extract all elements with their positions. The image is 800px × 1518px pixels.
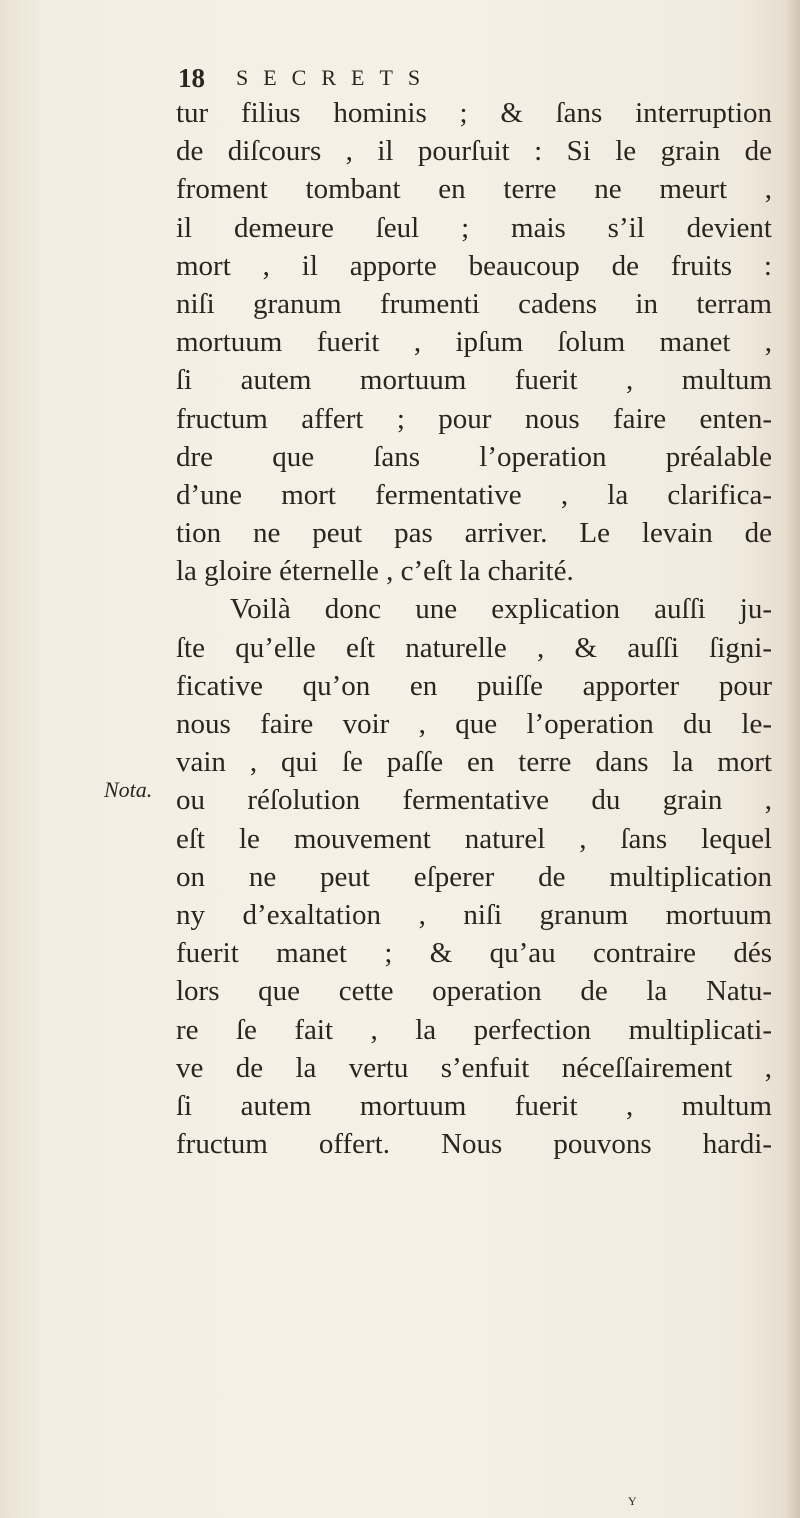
text-line: de diſcours , il pourſuit : Si le grain de [176, 135, 772, 168]
text-line: froment tombant en terre ne meurt , [176, 173, 772, 206]
page-header [178, 58, 598, 98]
text-line: d’une mort fermentative , la clarifica- [176, 478, 772, 511]
text-line: ſte qu’elle eſt naturelle , & auſſi ſigni- [176, 631, 772, 664]
text-line: on ne peut eſperer de multiplication [176, 860, 772, 893]
running-head: SECRETS [236, 65, 436, 90]
text-line: il demeure ſeul ; mais s’il devient [176, 211, 772, 244]
catchword: Y [628, 1494, 637, 1508]
text-line: ou réſolution fermentative du grain , [176, 784, 772, 817]
text-line: ſi autem mortuum fuerit , multum [176, 1089, 772, 1122]
text-line: fructum offert. Nous pouvons hardi- [176, 1128, 772, 1161]
body-text [176, 94, 772, 1163]
text-line: eſt le mouvement naturel , ſans lequel [176, 822, 772, 855]
text-line: tion ne peut pas arriver. Le levain de [176, 517, 772, 550]
text-line: lors que cette operation de la Natu- [176, 975, 772, 1008]
text-line: fuerit manet ; & qu’au contraire dés [176, 937, 772, 970]
page-number: 18 [178, 63, 205, 93]
text-line: vain , qui ſe paſſe en terre dans la mort [176, 746, 772, 779]
text-line: ve de la vertu s’enfuit néceſſairement , [176, 1051, 772, 1084]
text-line: Voilà donc une explication auſſi ju- [230, 593, 772, 626]
text-line: fructum affert ; pour nous faire enten- [176, 402, 772, 435]
text-line: re ſe fait , la perfection multiplicati- [176, 1013, 772, 1046]
text-line: tur filius hominis ; & ſans interruption [176, 97, 772, 129]
text-line: ficative qu’on en puiſſe apporter pour [176, 669, 772, 702]
text-line: niſi granum frumenti cadens in terram [176, 287, 772, 320]
text-line: ſi autem mortuum fuerit , multum [176, 364, 772, 397]
text-line: dre que ſans l’operation préalable [176, 440, 772, 473]
text-line: ny d’exaltation , niſi granum mortuum [176, 898, 772, 931]
text-line: la gloire éternelle , c’eſt la charité. [176, 555, 574, 588]
margin-note: Nota. [104, 777, 153, 802]
text-line: mort , il apporte beaucoup de fruits : [176, 249, 772, 282]
text-line: nous faire voir , que l’operation du le- [176, 708, 772, 740]
text-line: mortuum fuerit , ipſum ſolum manet , [176, 326, 772, 359]
